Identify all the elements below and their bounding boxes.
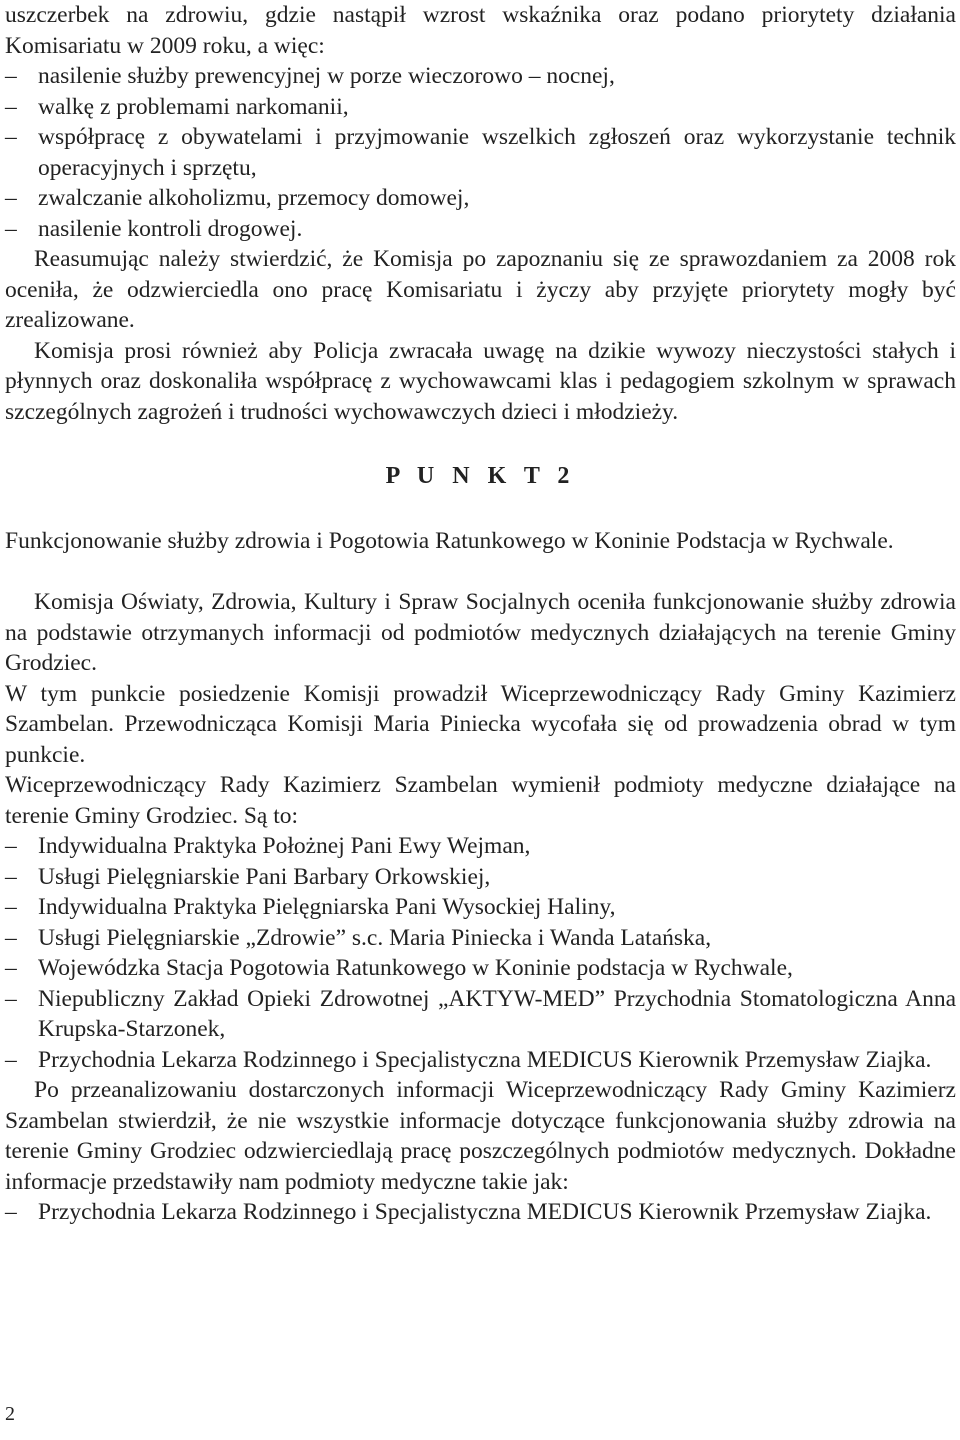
intro-paragraph: uszczerbek na zdrowiu, gdzie nastąpił wzrost wskaźnika oraz podano priorytety działania Komisariatu w 2009 roku, a więc: [5, 2, 956, 59]
summary-paragraph: Reasumując należy stwierdzić, że Komisja po zapoznaniu się ze sprawozdaniem za 2008 rok oceniła, że odzwierciedla ono pracę Komisariatu i życzy aby przyjęte priorytety mogły być zrealizowane. [5, 246, 956, 333]
page-number: 2 [5, 1403, 15, 1425]
list-item: – Niepubliczny Zakład Opieki Zdrowotnej „AKTYW-MED” Przychodnia Stomatologiczna Anna Krupska-Starzonek, [5, 984, 956, 1045]
assessment-paragraph: Komisja Oświaty, Zdrowia, Kultury i Spraw Socjalnych oceniła funkcjonowanie służby zdrowia na podstawie otrzymanych informacji od podmiotów medycznych działających na terenie Gminy Grodziec. [5, 589, 956, 676]
list-item: – nasilenie kontroli drogowej. [5, 214, 956, 245]
chair-paragraph: W tym punkcie posiedzenie Komisji prowadził Wiceprzewodniczący Rady Gminy Kazimierz Szambelan. Przewodnicząca Komisji Maria Piniecka wycofała się od prowadzenia obrad w tym punkcie. [5, 680, 956, 768]
list-item: – Indywidualna Praktyka Położnej Pani Ewy Wejman, [5, 831, 956, 862]
list-item: – Przychodnia Lekarza Rodzinnego i Specjalistyczna MEDICUS Kierownik Przemysław Ziajka. [5, 1197, 956, 1228]
entities-list [5, 831, 956, 1075]
entities-intro: Wiceprzewodniczący Rady Kazimierz Szambelan wymienił podmioty medyczne działające na terenie Gminy Grodziec. Są to: [5, 772, 956, 829]
list-item: – Indywidualna Praktyka Pielęgniarska Pani Wysockiej Haliny, [5, 892, 956, 923]
list-item: – Usługi Pielęgniarskie „Zdrowie” s.c. Maria Piniecka i Wanda Latańska, [5, 923, 956, 954]
list-item: – zwalczanie alkoholizmu, przemocy domowej, [5, 183, 956, 214]
list-item: – Wojewódzka Stacja Pogotowia Ratunkowego w Koninie podstacja w Rychwale, [5, 953, 956, 984]
detailed-entities-list [5, 1197, 956, 1228]
list-item: – współpracę z obywatelami i przyjmowanie wszelkich zgłoszeń oraz wykorzystanie technik operacyjnych i sprzętu, [5, 122, 956, 183]
list-item: – Usługi Pielęgniarskie Pani Barbary Orkowskiej, [5, 862, 956, 893]
list-item: – walkę z problemami narkomanii, [5, 92, 956, 123]
list-item: – Przychodnia Lekarza Rodzinnego i Specjalistyczna MEDICUS Kierownik Przemysław Ziajka. [5, 1045, 956, 1076]
document-page [5, 0, 956, 1440]
priorities-list [5, 61, 956, 244]
section-title: Funkcjonowanie służby zdrowia i Pogotowia Ratunkowego w Koninie Podstacja w Rychwale. [5, 527, 894, 554]
list-item: – nasilenie służby prewencyjnej w porze wieczorowo – nocnej, [5, 61, 956, 92]
section-heading: P U N K T 2 [385, 463, 576, 489]
request-paragraph: Komisja prosi również aby Policja zwracała uwagę na dzikie wywozy nieczystości stałych i płynnych oraz doskonaliła współpracę z wychowawcami klas i pedagogiem szkolnym w sprawach szczególnych zagrożeń i trudności wychowawczych dzieci i młodzieży. [5, 337, 956, 425]
analysis-paragraph: Po przeanalizowaniu dostarczonych informacji Wiceprzewodniczący Rady Gminy Kazimierz Szambelan stwierdził, że nie wszystkie informacje dotyczące funkcjonowania służby zdrowia na terenie Gminy Grodziec odzwierciedlają pracę poszczególnych podmiotów medycznych. Dokładne informacje przedstawiły nam podmioty medyczne takie jak: [5, 1077, 956, 1195]
